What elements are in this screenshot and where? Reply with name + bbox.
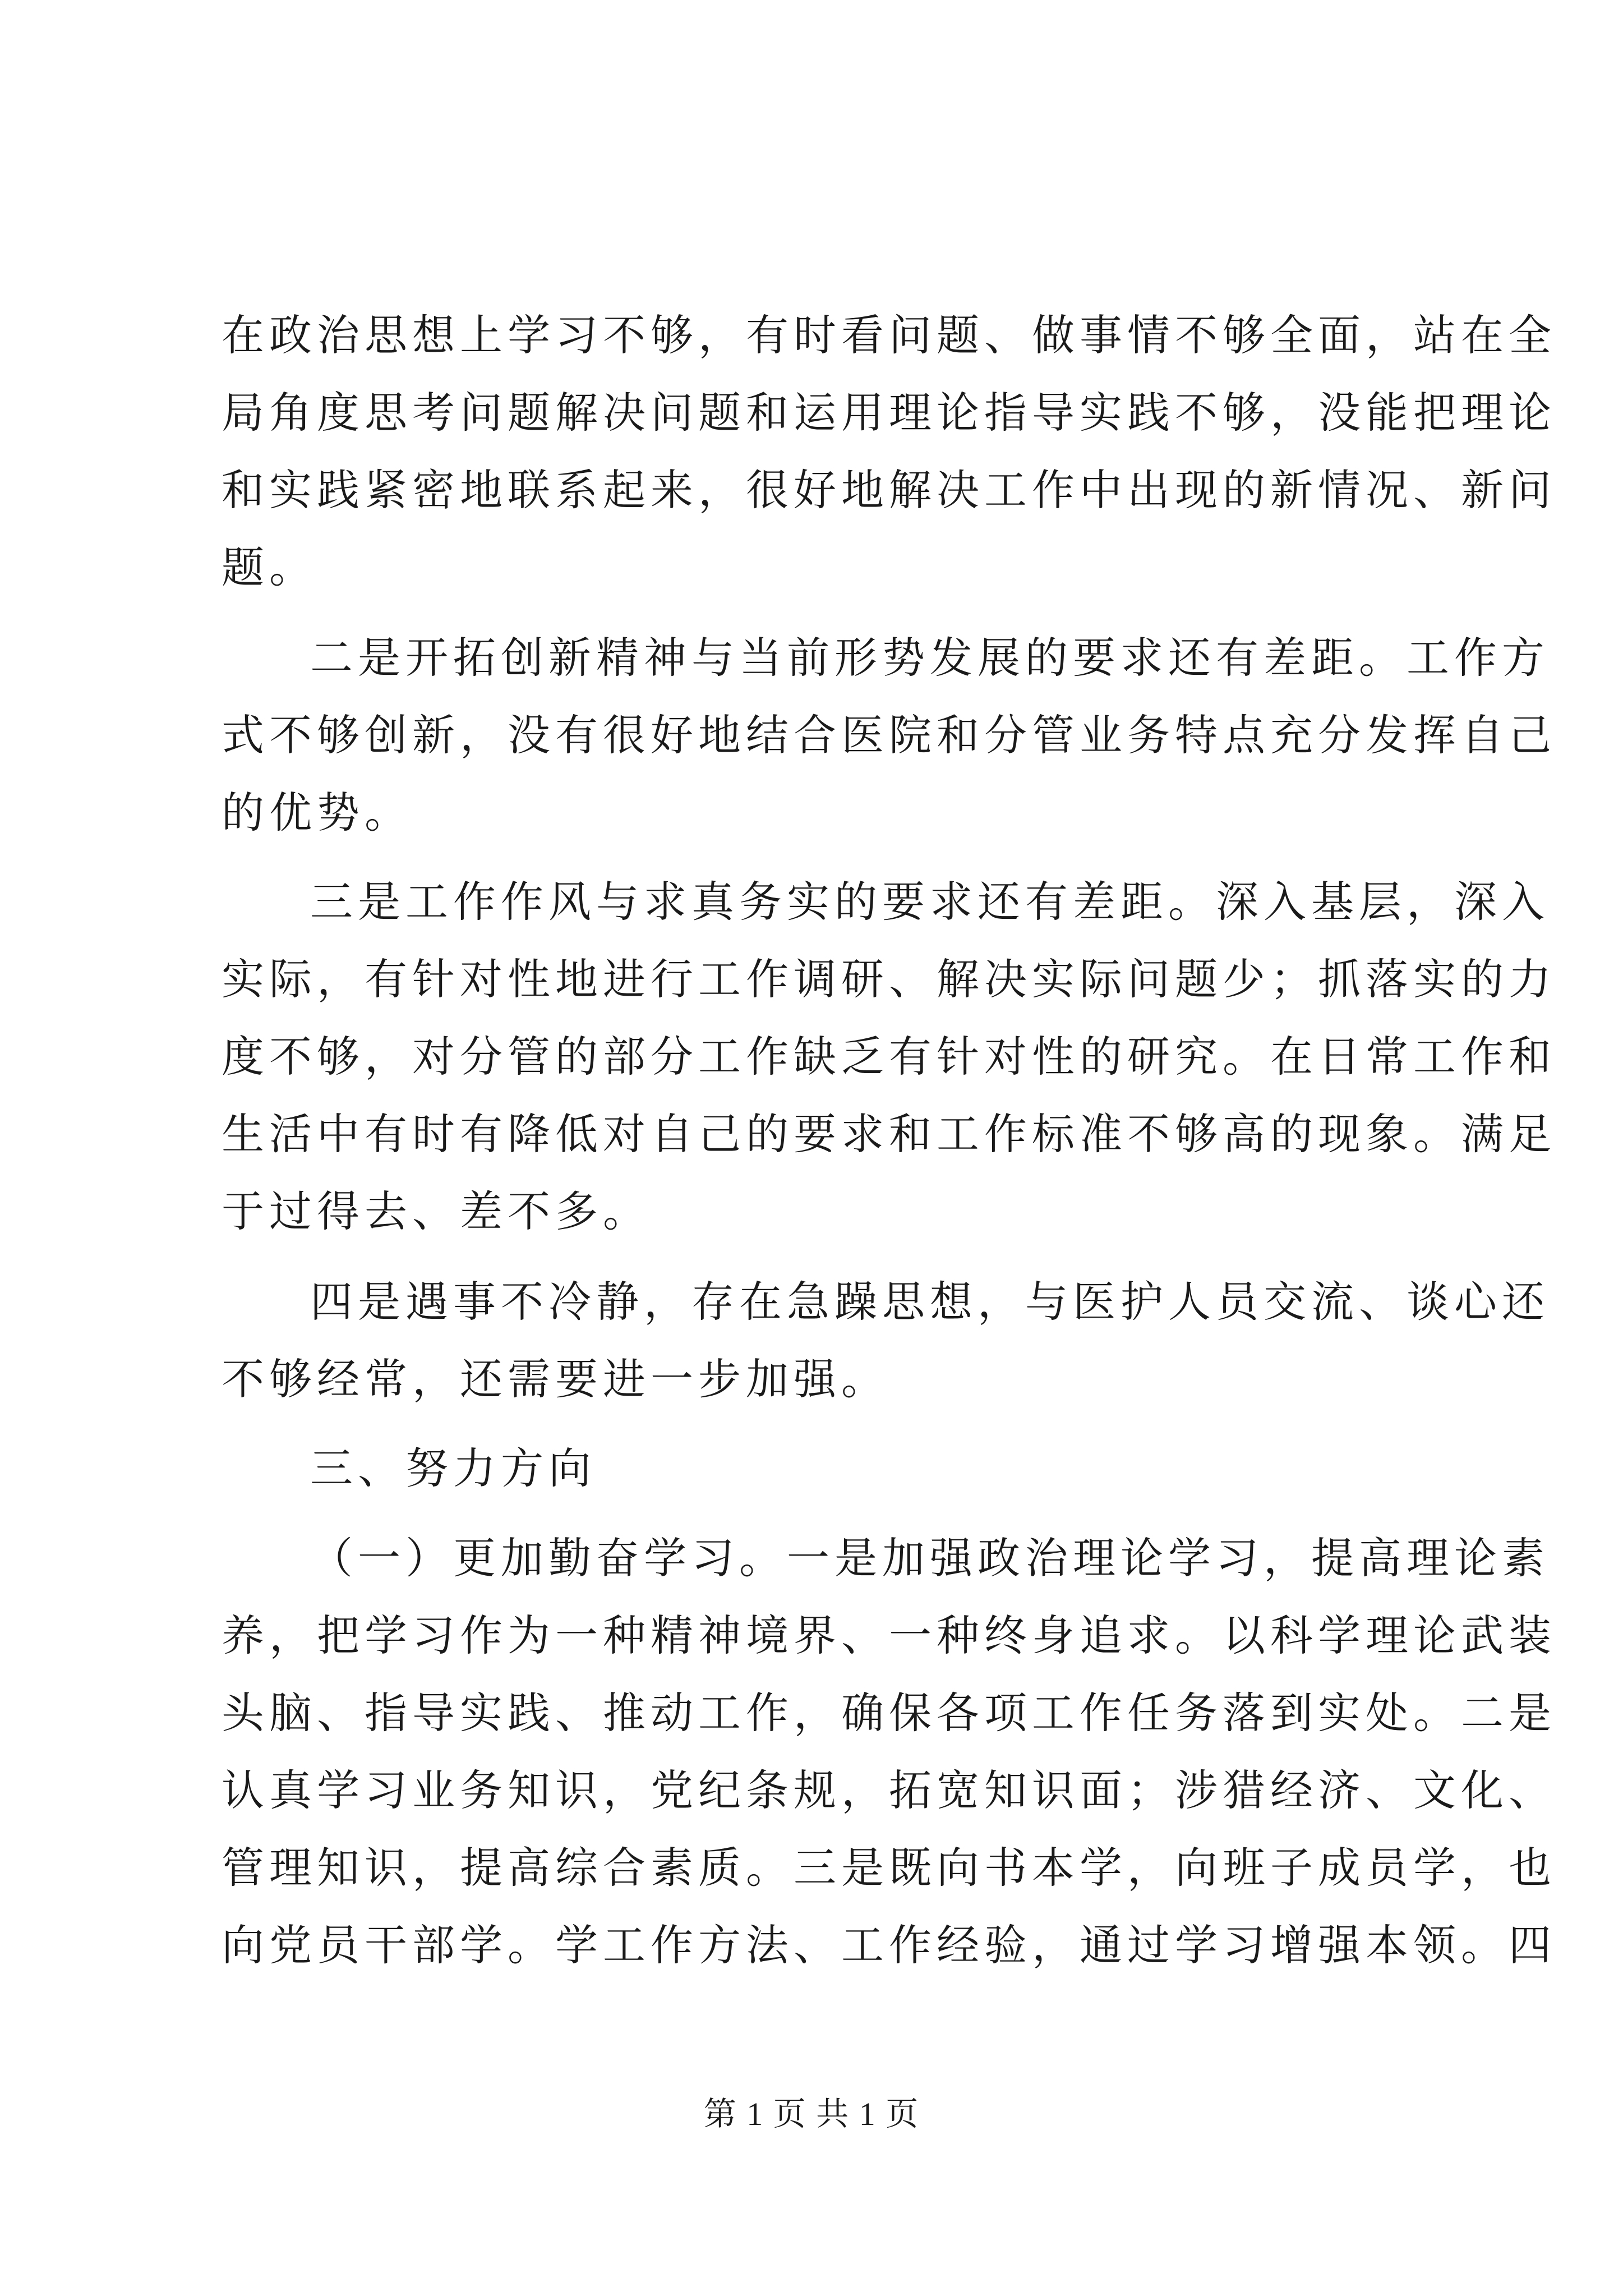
paragraph-2-line-2: 式不够创新，没有很好地结合医院和分管业务特点充分发挥自己 xyxy=(222,710,1556,760)
paragraph-5-line-3: 头脑、指导实践、推动工作，确保各项工作任务落到实处。二是 xyxy=(222,1688,1556,1738)
paragraph-4-line-2: 不够经常，还需要进一步加强。 xyxy=(222,1354,889,1404)
paragraph-3-line-3: 度不够，对分管的部分工作缺乏有针对性的研究。在日常工作和 xyxy=(222,1032,1556,1082)
paragraph-3-line-5: 于过得去、差不多。 xyxy=(222,1186,651,1236)
body-line-2: 局角度思考问题解决问题和运用理论指导实践不够，没能把理论 xyxy=(222,388,1556,438)
paragraph-5-line-2: 养，把学习作为一种精神境界、一种终身追求。以科学理论武装 xyxy=(222,1611,1556,1660)
body-line-4: 题。 xyxy=(222,542,317,592)
paragraph-4-line-1: 四是遇事不冷静，存在急躁思想，与医护人员交流、谈心还 xyxy=(310,1277,1550,1327)
paragraph-5-line-4: 认真学习业务知识，党纪条规，拓宽知识面；涉猎经济、文化、 xyxy=(222,1765,1556,1815)
paragraph-5-line-6: 向党员干部学。学工作方法、工作经验，通过学习增强本领。四 xyxy=(222,1920,1556,1970)
page-number-footer: 第 1 页 共 1 页 xyxy=(703,2096,920,2132)
body-line-1: 在政治思想上学习不够，有时看问题、做事情不够全面，站在全 xyxy=(222,310,1556,360)
paragraph-2-line-3: 的优势。 xyxy=(222,788,412,838)
paragraph-3-line-4: 生活中有时有降低对自己的要求和工作标准不够高的现象。满足 xyxy=(222,1109,1556,1159)
paragraph-5-line-5: 管理知识，提高综合素质。三是既向书本学，向班子成员学，也 xyxy=(222,1843,1556,1893)
paragraph-2-line-1: 二是开拓创新精神与当前形势发展的要求还有差距。工作方 xyxy=(310,633,1550,683)
paragraph-3-line-2: 实际，有针对性地进行工作调研、解决实际问题少；抓落实的力 xyxy=(222,954,1556,1004)
paragraph-5-line-1: （一）更加勤奋学习。一是加强政治理论学习，提高理论素 xyxy=(310,1533,1550,1583)
body-line-3: 和实践紧密地联系起来，很好地解决工作中出现的新情况、新问 xyxy=(222,465,1556,515)
paragraph-3-line-1: 三是工作作风与求真务实的要求还有差距。深入基层，深入 xyxy=(310,877,1550,927)
section-heading: 三、努力方向 xyxy=(310,1443,596,1493)
